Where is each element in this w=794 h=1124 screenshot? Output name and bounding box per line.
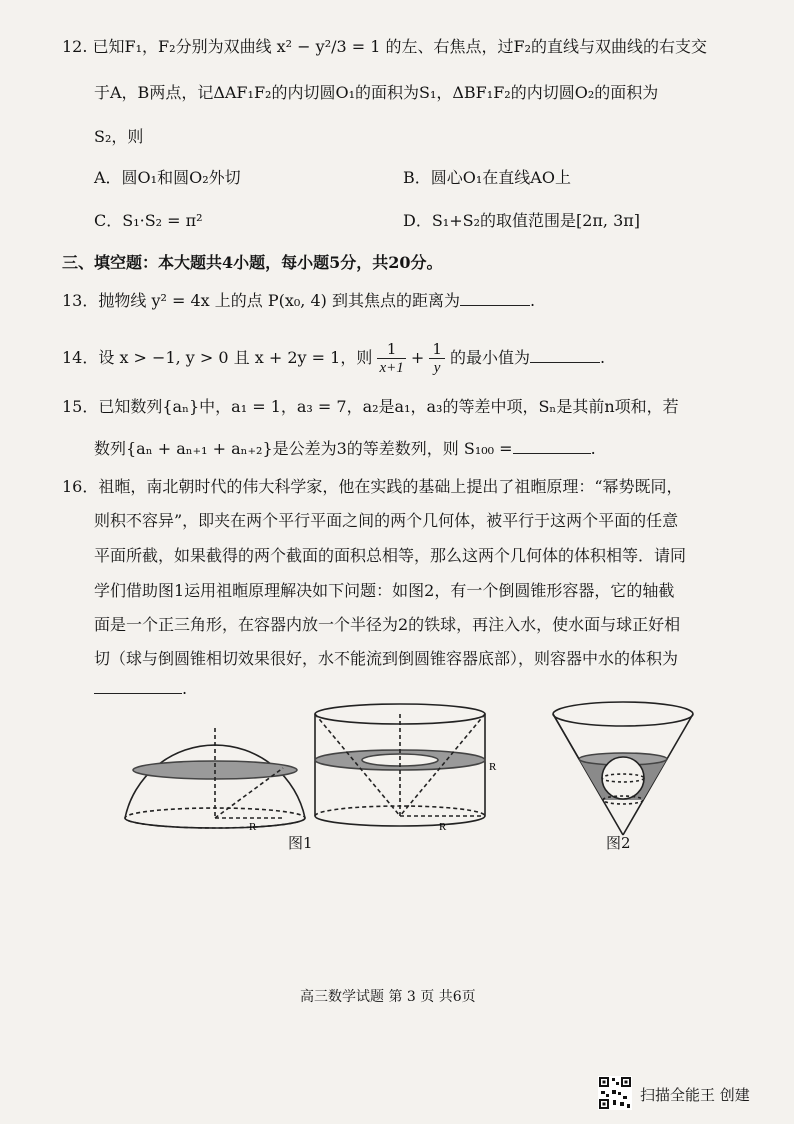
iron-ball bbox=[602, 757, 644, 799]
label-r-hemisphere: R bbox=[249, 821, 257, 833]
fraction-2-denominator: y bbox=[433, 360, 441, 376]
fraction-1-denominator: x+1 bbox=[379, 360, 404, 376]
q16-line7 bbox=[94, 678, 187, 700]
qr-code-icon bbox=[598, 1076, 632, 1110]
q14-text: 14．设 x > −1, y > 0 且 x + 2y = 1，则 bbox=[62, 348, 373, 367]
q16-line5: 面是一个正三角形，在容器内放一个半径为2的铁球，再注入水，使水面与球正好相 bbox=[94, 615, 681, 634]
q15-line2 bbox=[94, 438, 596, 460]
figure-1-caption: 图1 bbox=[288, 834, 313, 852]
q13-end: . bbox=[529, 291, 536, 310]
page-footer: 高三数学试题 第 3 页 共6页 bbox=[300, 989, 476, 1005]
fraction-1-numerator: 1 bbox=[377, 340, 405, 359]
q12-line2: 于A，B两点，记ΔAF₁F₂的内切圆O₁的面积为S₁，ΔBF₁F₂的内切圆O₂的面积为 bbox=[94, 83, 659, 102]
answer-blank bbox=[94, 679, 182, 694]
q12-option-a: A．圆O₁和圆O₂外切 bbox=[94, 168, 241, 187]
figure-2 bbox=[548, 700, 698, 840]
q13-text: 13．抛物线 y² = 4x 上的点 P(x₀, 4) 到其焦点的距离为 bbox=[62, 291, 460, 310]
fraction-2 bbox=[429, 340, 445, 377]
section-3-heading: 三、填空题：本大题共4小题，每小题5分，共20分。 bbox=[62, 253, 443, 272]
q16-line6: 切（球与倒圆锥相切效果很好，水不能流到倒圆锥容器底部），则容器中水的体积为 bbox=[94, 649, 679, 668]
q16-line2: 则积不容异”，即夹在两个平行平面之间的两个几何体，被平行于这两个平面的任意 bbox=[94, 511, 679, 530]
q12-line3: S₂，则 bbox=[94, 127, 144, 146]
cone-top bbox=[553, 702, 693, 726]
answer-blank bbox=[530, 348, 600, 363]
q13 bbox=[62, 290, 535, 312]
q16-line4: 学们借助图1运用祖暅原理解决如下问题：如图2，有一个倒圆锥形容器，它的轴截 bbox=[94, 581, 675, 600]
q12-option-b: B．圆心O₁在直线AO上 bbox=[403, 168, 571, 187]
answer-blank bbox=[513, 439, 591, 454]
plus-sign: + bbox=[410, 348, 425, 367]
q15-end: . bbox=[590, 439, 596, 458]
answer-blank bbox=[460, 291, 530, 306]
q12-option-c: C．S₁·S₂ = π² bbox=[94, 211, 203, 230]
fraction-2-numerator: 1 bbox=[429, 340, 445, 359]
label-r-cylinder-base: R bbox=[439, 821, 447, 833]
figure-2-caption: 图2 bbox=[606, 834, 631, 852]
q14-text-2: 的最小值为 bbox=[449, 348, 530, 367]
q14 bbox=[62, 340, 605, 377]
q15-text: 数列{aₙ + aₙ₊₁ + aₙ₊₂}是公差为3的等差数列，则 S₁₀₀ = bbox=[94, 439, 513, 458]
q16-end: . bbox=[182, 679, 188, 698]
label-r-cylinder-height: R bbox=[489, 761, 497, 773]
q16-line1: 16．祖暅，南北朝时代的伟大科学家，他在实践的基础上提出了祖暅原理：“幂势既同， bbox=[62, 477, 683, 496]
cylinder-bottom-front bbox=[315, 816, 485, 826]
hemisphere-base-front bbox=[125, 818, 305, 828]
q14-end: . bbox=[599, 348, 606, 367]
q12-option-d: D．S₁+S₂的取值范围是[2π, 3π] bbox=[403, 211, 641, 230]
q12-line1: 12. 已知F₁，F₂分别为双曲线 x² − y²/3 = 1 的左、右焦点，过F₂的直线与双曲线的右支交 bbox=[62, 37, 708, 56]
scanner-brand-label: 扫描全能王 创建 bbox=[640, 1086, 750, 1104]
figure-1 bbox=[115, 700, 495, 835]
fraction-1 bbox=[377, 340, 405, 377]
q16-line3: 平面所截，如果截得的两个截面的面积总相等，那么这两个几何体的体积相等．请同 bbox=[94, 546, 687, 565]
q15-line1: 15．已知数列{aₙ}中，a₁ = 1，a₃ = 7，a₂是a₁，a₃的等差中项，Sₙ是其前n项和，若 bbox=[62, 397, 679, 416]
